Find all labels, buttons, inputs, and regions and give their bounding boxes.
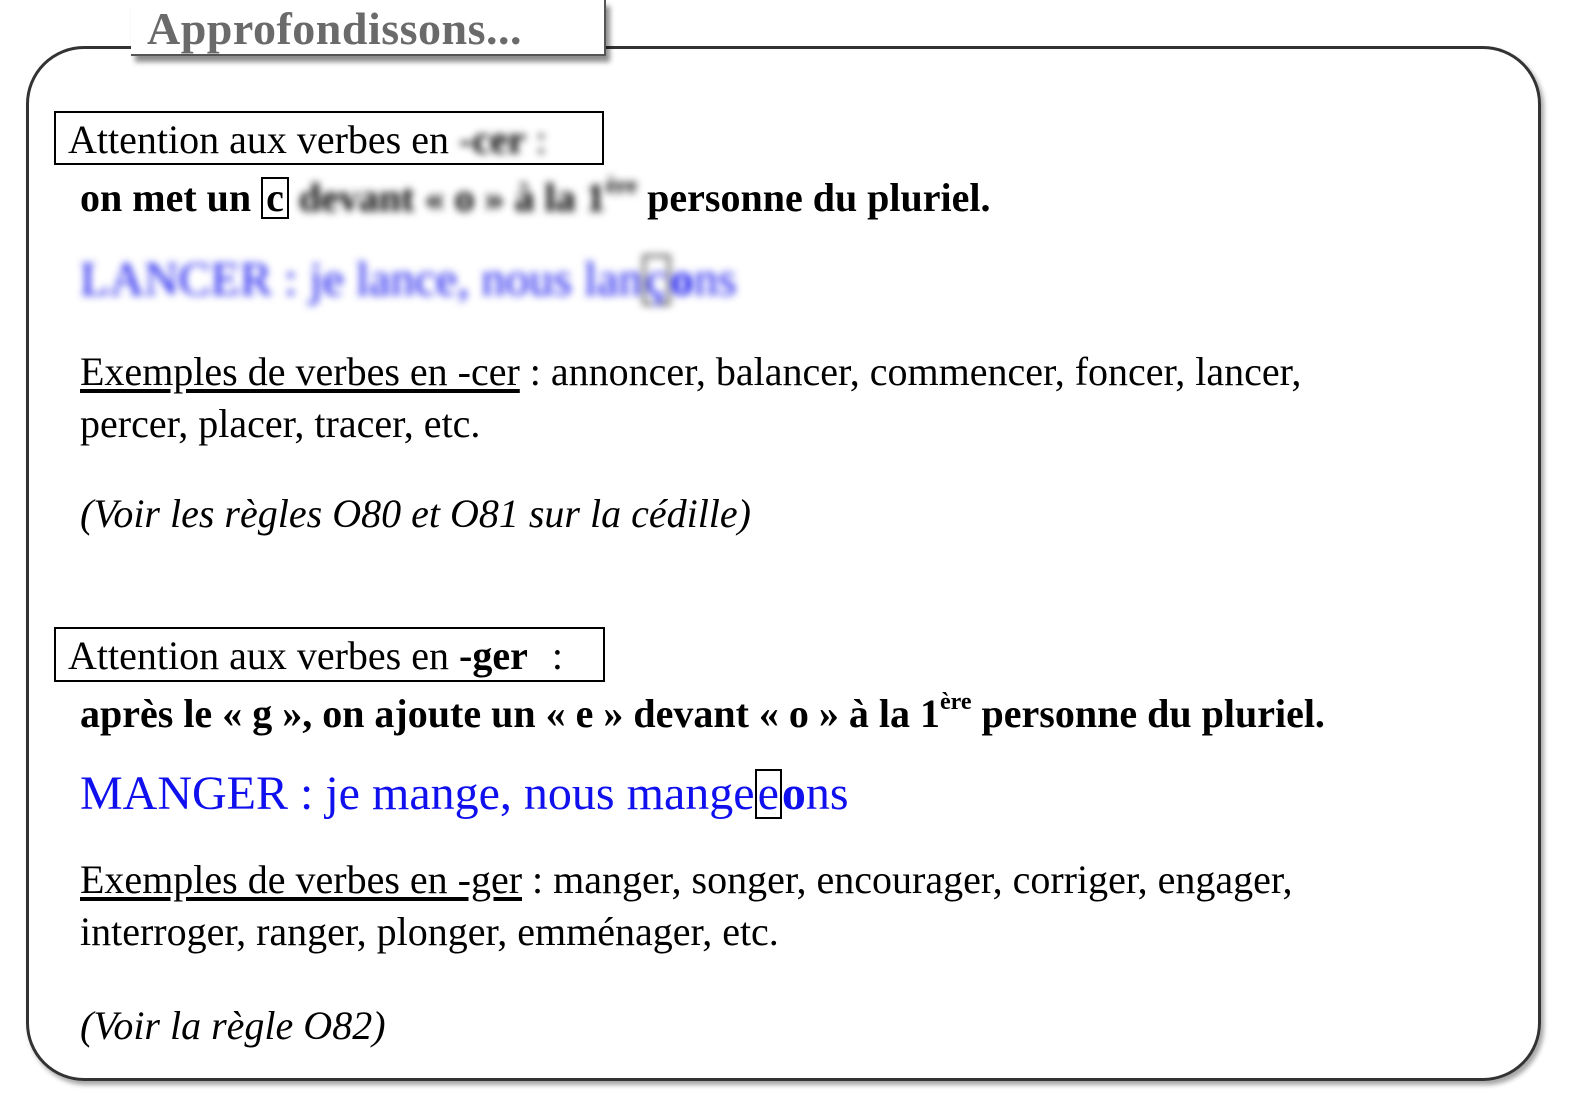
ger-rule-after: personne du pluriel. [971,691,1325,736]
cer-rule-after: personne du pluriel. [637,175,991,220]
cer-example-after: ns [693,253,737,306]
ger-example-after: ns [805,767,849,820]
cer-heading-suffix: -cer [459,117,526,162]
cer-example-bold: o [669,253,694,306]
ger-heading-suffix: -ger [459,633,528,678]
ger-examples-list1: manger, songer, encourager, corriger, engager, [553,857,1293,902]
cer-examples-line1 [80,348,1301,395]
ger-rule [80,690,1325,737]
ger-examples-list2: interroger, ranger, plonger, emménager, etc. [80,909,779,954]
ger-note [80,1002,386,1049]
ger-examples-label: Exemples de verbes en -ger [80,857,523,902]
cer-examples-colon: : [519,349,551,394]
cer-example-before: LANCER : je lance, nous lan [80,253,643,306]
page-title: Approfondissons... [147,3,523,54]
cer-rule [80,174,991,221]
cer-note [80,490,751,537]
ger-example-before: MANGER : je mange, nous mange [80,767,755,820]
ger-example-bold: o [781,767,806,820]
cer-heading [68,116,547,163]
cer-rule-sup: ère [605,173,638,199]
cer-rule-letter: c [261,177,289,219]
ger-heading-prefix: Attention aux verbes en [68,633,459,678]
ger-example [80,766,849,821]
ger-heading [68,632,563,679]
ger-rule-sup: ère [940,689,972,715]
cer-rule-before: on met un [80,175,262,220]
cer-note-text: (Voir les règles O80 et O81 sur la cédille) [80,491,751,536]
cer-heading-colon: : [525,117,547,162]
cer-example [80,252,737,307]
ger-heading-colon: : [541,633,563,678]
cer-rule-middle: devant « o » à la 1 [288,175,606,220]
cer-examples-list1: annoncer, balancer, commencer, foncer, lancer, [550,349,1302,394]
cer-example-boxed: ç [643,255,670,305]
ger-note-text: (Voir la règle O82) [80,1003,386,1048]
cer-heading-prefix: Attention aux verbes en [68,117,459,162]
ger-example-boxed: e [755,769,782,819]
cer-examples-label: Exemples de verbes en -cer [80,349,520,394]
ger-rule-before: après le « g », on ajoute un « e » devant « o » à la 1 [80,691,940,736]
ger-examples-line2 [80,908,779,955]
title-tab [131,0,606,56]
cer-examples-list2: percer, placer, tracer, etc. [80,401,481,446]
ger-examples-colon: : [522,857,554,902]
cer-examples-line2 [80,400,480,447]
ger-examples-line1 [80,856,1293,903]
